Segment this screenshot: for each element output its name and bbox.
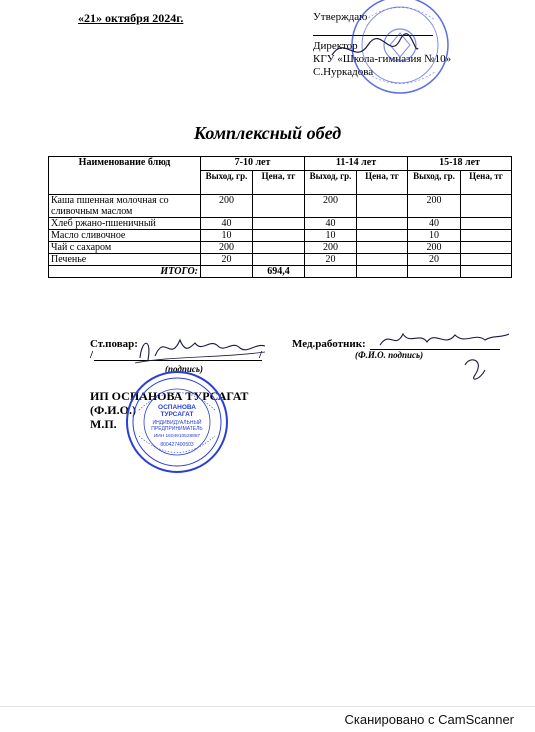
price-cell bbox=[357, 218, 408, 230]
city-line: С.Нуркадова bbox=[313, 66, 374, 78]
yield-cell: 10 bbox=[408, 230, 461, 242]
org-mp: М.П. bbox=[90, 417, 117, 431]
total-empty-cell bbox=[357, 266, 408, 278]
price-cell bbox=[357, 195, 408, 218]
price-cell bbox=[253, 254, 305, 266]
price-cell bbox=[253, 218, 305, 230]
price-cell bbox=[253, 195, 305, 218]
total-empty-cell bbox=[305, 266, 357, 278]
price-cell bbox=[461, 254, 512, 266]
total-empty-cell bbox=[201, 266, 253, 278]
stamp-line-4: ПРЕДПРИНИМАТЕЛЬ bbox=[151, 426, 203, 432]
director-line: Директор bbox=[313, 40, 358, 52]
yield-cell: 20 bbox=[201, 254, 253, 266]
dish-name: Хлеб ржано-пшеничный bbox=[49, 218, 201, 230]
yield-cell: 20 bbox=[305, 254, 357, 266]
cook-sub-label: (подпись) bbox=[165, 364, 203, 374]
price-header: Цена, тг bbox=[357, 171, 408, 195]
yield-cell: 200 bbox=[201, 242, 253, 254]
stamp-line-3: ИНДИВИДУАЛЬНЫЙ bbox=[152, 420, 202, 426]
yield-cell: 10 bbox=[305, 230, 357, 242]
director-signature bbox=[330, 30, 420, 70]
price-header: Цена, тг bbox=[461, 171, 512, 195]
price-cell bbox=[253, 242, 305, 254]
yield-cell: 200 bbox=[305, 242, 357, 254]
total-value: 694,4 bbox=[253, 266, 305, 278]
dish-name: Каша пшенная молочная со сливочным маслом bbox=[49, 195, 201, 218]
dish-name: Масло сливочное bbox=[49, 230, 201, 242]
table-row bbox=[49, 195, 512, 218]
approve-label: Утверждаю bbox=[313, 11, 368, 23]
stamp-line-6: 800427400503 bbox=[160, 442, 194, 448]
stamp-line-2: ТУРСАГАТ bbox=[160, 411, 194, 418]
dish-name: Чай с сахаром bbox=[49, 242, 201, 254]
page-title: Комплексный обед bbox=[193, 123, 342, 143]
table-row bbox=[49, 254, 512, 266]
yield-cell: 200 bbox=[305, 195, 357, 218]
price-cell bbox=[461, 195, 512, 218]
org-name: ИП ОСПАНОВА ТУРСАГАТ bbox=[90, 389, 249, 403]
table-row bbox=[49, 242, 512, 254]
yield-cell: 10 bbox=[201, 230, 253, 242]
age-group-header: 11-14 лет bbox=[305, 157, 408, 171]
cook-slash-left: / bbox=[90, 349, 94, 361]
cook-signature bbox=[130, 328, 270, 368]
yield-header: Выход, гр. bbox=[305, 171, 357, 195]
menu-table bbox=[48, 156, 512, 278]
age-group-header: 7-10 лет bbox=[201, 157, 305, 171]
yield-cell: 40 bbox=[408, 218, 461, 230]
yield-cell: 20 bbox=[408, 254, 461, 266]
school-line: КГУ «Школа-гимназия №10» bbox=[313, 53, 452, 65]
yield-cell: 200 bbox=[201, 195, 253, 218]
price-cell bbox=[461, 242, 512, 254]
camscanner-watermark: Сканировано с CamScanner bbox=[344, 712, 514, 727]
total-row bbox=[49, 266, 512, 278]
org-fio: (Ф.И.О.) bbox=[90, 403, 136, 417]
cook-slash-right: / bbox=[259, 349, 263, 361]
yield-cell: 200 bbox=[408, 195, 461, 218]
yield-cell: 200 bbox=[408, 242, 461, 254]
dish-name: Печенье bbox=[49, 254, 201, 266]
medic-sub-label: (Ф.И.О. подпись) bbox=[355, 350, 424, 360]
price-cell bbox=[461, 218, 512, 230]
total-empty-cell bbox=[461, 266, 512, 278]
medic-signature bbox=[375, 320, 515, 390]
table-row bbox=[49, 218, 512, 230]
stamp-line-1: ОСПАНОВА bbox=[158, 404, 196, 411]
age-group-header: 15-18 лет bbox=[408, 157, 512, 171]
yield-cell: 40 bbox=[201, 218, 253, 230]
document-date: «21» октября 2024г. bbox=[78, 11, 184, 25]
yield-header: Выход, гр. bbox=[201, 171, 253, 195]
table-row bbox=[49, 230, 512, 242]
price-header: Цена, тг bbox=[253, 171, 305, 195]
col-header-name: Наименование блюд bbox=[49, 157, 201, 195]
yield-header: Выход, гр. bbox=[408, 171, 461, 195]
paper-edge bbox=[0, 706, 535, 707]
price-cell bbox=[357, 254, 408, 266]
entrepreneur-stamp bbox=[125, 370, 230, 475]
total-label: ИТОГО: bbox=[49, 266, 201, 278]
price-cell bbox=[461, 230, 512, 242]
price-cell bbox=[253, 230, 305, 242]
total-empty-cell bbox=[408, 266, 461, 278]
price-cell bbox=[357, 242, 408, 254]
medic-label: Мед.работник: bbox=[292, 338, 366, 350]
stamp-line-5: ИИН 1604910528887 bbox=[153, 434, 201, 439]
cook-label: Ст.повар: bbox=[90, 338, 138, 350]
yield-cell: 40 bbox=[305, 218, 357, 230]
price-cell bbox=[357, 230, 408, 242]
